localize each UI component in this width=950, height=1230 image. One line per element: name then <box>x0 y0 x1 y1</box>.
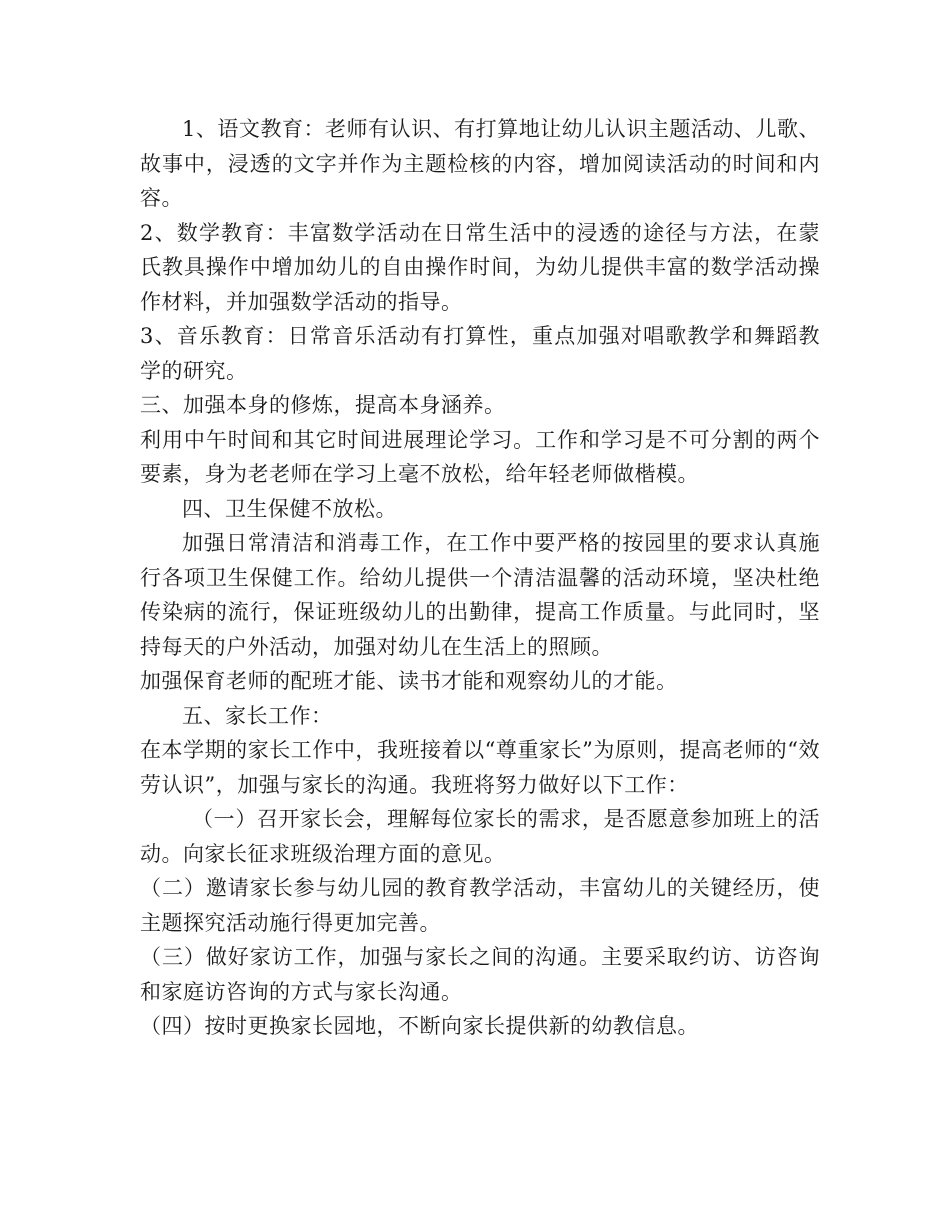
list-item-parent-meeting: （一）召开家长会，理解每位家长的需求，是否愿意参加班上的活动。向家长征求班级治理方面的意见。 <box>140 807 820 866</box>
list-item-parent-garden: （四）按时更换家长园地，不断向家长提供新的幼教信息。 <box>140 1014 699 1038</box>
paragraph-math-education: 2、数学教育：丰富数学活动在日常生活中的浸透的途径与方法，在蒙氏教具操作中增加幼儿的自由操作时间，为幼儿提供丰富的数学活动操作材料，并加强数学活动的指导。 <box>140 220 820 314</box>
paragraph-nursery-teacher: 加强保育老师的配班才能、读书才能和观察幼儿的才能。 <box>140 669 678 693</box>
list-item-invite-parents: （二）邀请家长参与幼儿园的教育教学活动，丰富幼儿的关键经历，使主题探究活动施行得更加完善。 <box>140 876 820 935</box>
heading-hygiene: 四、卫生保健不放松。 <box>182 496 397 521</box>
paragraph-music-education: 3、音乐教育：日常音乐活动有打算性，重点加强对唱歌教学和舞蹈教学的研究。 <box>140 324 820 383</box>
paragraph-parent-work-intro: 在本学期的家长工作中，我班接着以“尊重家长”为原则，提高老师的“效劳认识”，加强与家长的沟通。我班将努力做好以下工作： <box>140 738 820 797</box>
paragraph-theory-study: 利用中午时间和其它时间进展理论学习。工作和学习是不可分割的两个要素，身为老老师在学习上毫不放松，给年轻老师做楷模。 <box>140 427 820 486</box>
heading-parent-work: 五、家长工作： <box>182 703 333 728</box>
paragraph-chinese-education: 1、语文教育：老师有认识、有打算地让幼儿认识主题活动、儿歌、故事中，浸透的文字并作为主题检核的内容，增加阅读活动的时间和内容。 <box>140 117 820 210</box>
document-body <box>140 112 820 1044</box>
paragraph-hygiene-work: 加强日常清洁和消毒工作，在工作中要严格的按园里的要求认真施行各项卫生保健工作。给幼儿提供一个清洁温馨的活动环境，坚决杜绝传染病的流行，保证班级幼儿的出勤律，提高工作质量。与此同时，坚持每天的户外活动，加强对幼儿在生活上的照顾。 <box>140 531 820 659</box>
heading-self-cultivation: 三、加强本身的修炼，提高本身涵养。 <box>140 393 506 417</box>
list-item-home-visits: （三）做好家访工作，加强与家长之间的沟通。主要采取约访、访咨询和家庭访咨询的方式与家长沟通。 <box>140 945 820 1004</box>
